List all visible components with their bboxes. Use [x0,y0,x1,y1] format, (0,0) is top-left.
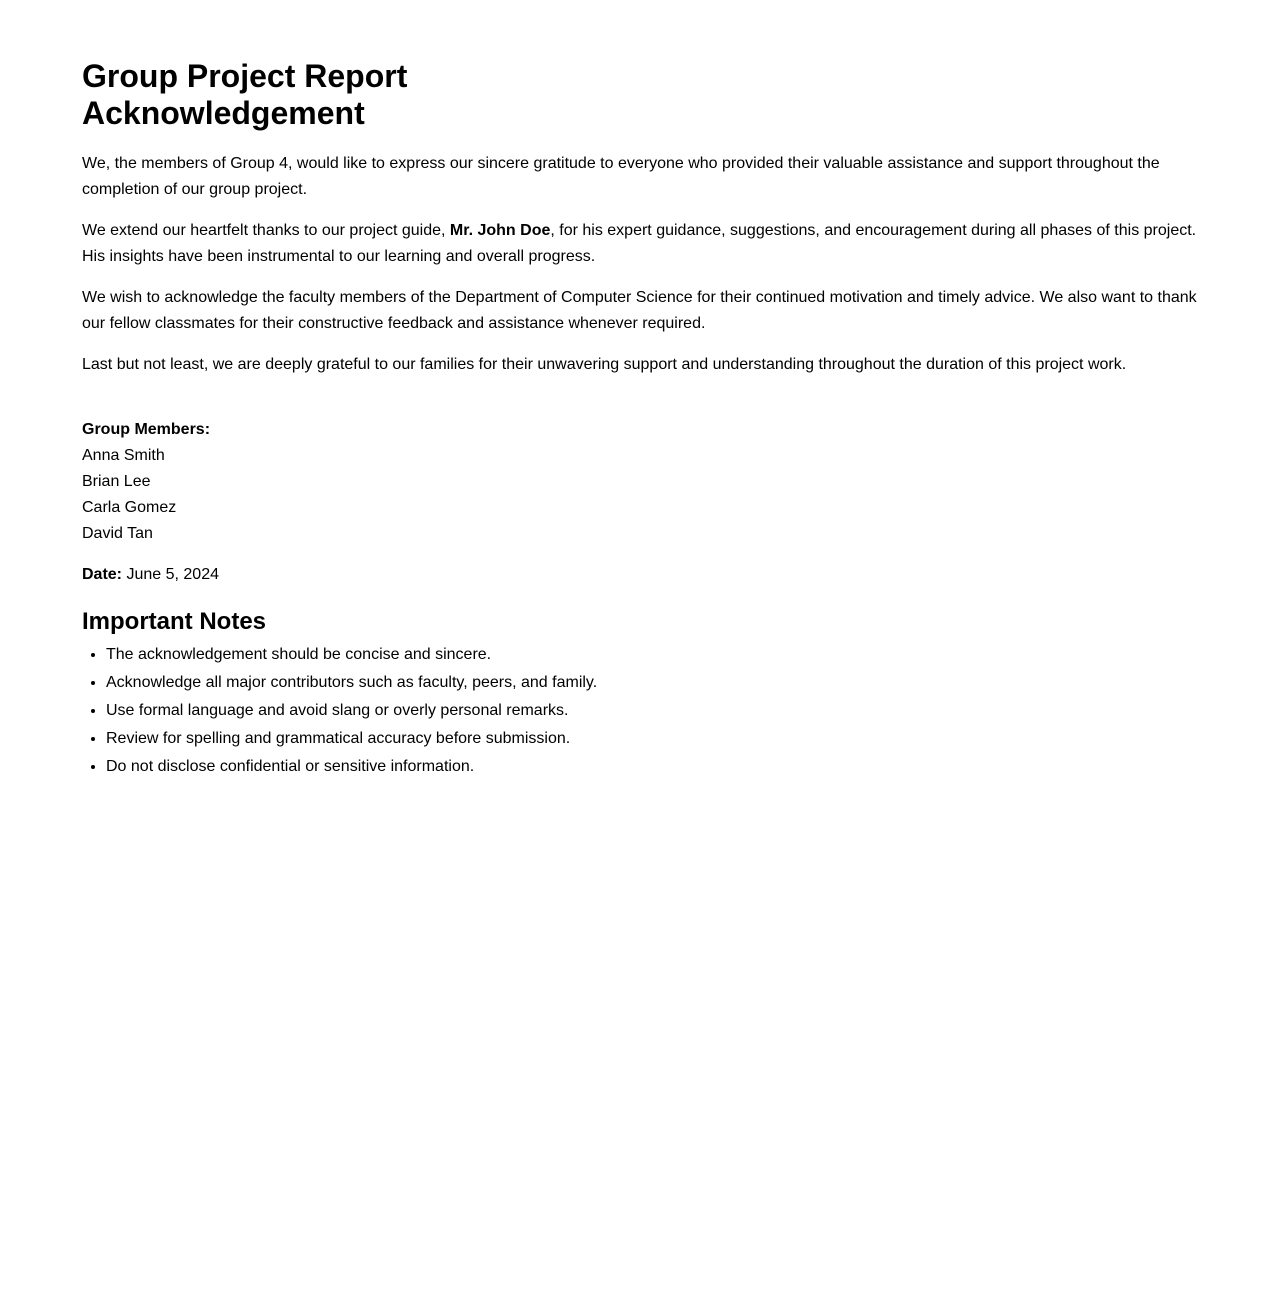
intro-paragraph: We, the members of Group 4, would like to express our sincere gratitude to everyone who provided their valuable assistance and support throughout the completion of our group project. [82,155,1160,198]
list-item: • Use formal language and avoid slang or overly personal remarks. [106,701,1198,721]
member-name: David Tan [82,525,153,542]
faculty-paragraph: We wish to acknowledge the faculty members of the Department of Computer Science for their continued motivation and timely advice. We also want to thank our fellow classmates for their constructive feedback and assistance whenever required. [82,289,1197,332]
date-label: Date: [82,566,123,583]
page-title [82,58,1198,132]
group-members [82,417,1198,547]
group-members-label: Group Members: [82,421,211,438]
title-line-1: Group Project Report [82,58,408,94]
notes-heading: Important Notes [82,608,267,635]
notes-list [82,645,1198,777]
member-name: Brian Lee [82,473,151,490]
list-item: • The acknowledgement should be concise and sincere. [106,645,1198,665]
guide-paragraph-rest: , for his expert guidance, suggestions, and encouragement during all phases of this project. His insights have been instrumental to our learning and overall progress. [82,222,1197,265]
title-line-2: Acknowledgement [82,95,365,131]
family-paragraph: Last but not least, we are deeply grateful to our families for their unwavering support and understanding throughout the duration of this project work. [82,356,1127,373]
list-item: • Do not disclose confidential or sensitive information. [106,757,1198,777]
member-name: Carla Gomez [82,499,177,516]
list-item: • Review for spelling and grammatical accuracy before submission. [106,729,1198,749]
date-value: June 5, 2024 [126,566,219,583]
list-item: • Acknowledge all major contributors such as faculty, peers, and family. [106,673,1198,693]
guide-name: Mr. John Doe [449,222,551,239]
guide-paragraph-lead: We extend our heartfelt thanks to our project guide, [82,222,450,239]
member-name: Anna Smith [82,447,165,464]
date-line [82,562,1198,588]
guide-paragraph [82,218,1198,270]
